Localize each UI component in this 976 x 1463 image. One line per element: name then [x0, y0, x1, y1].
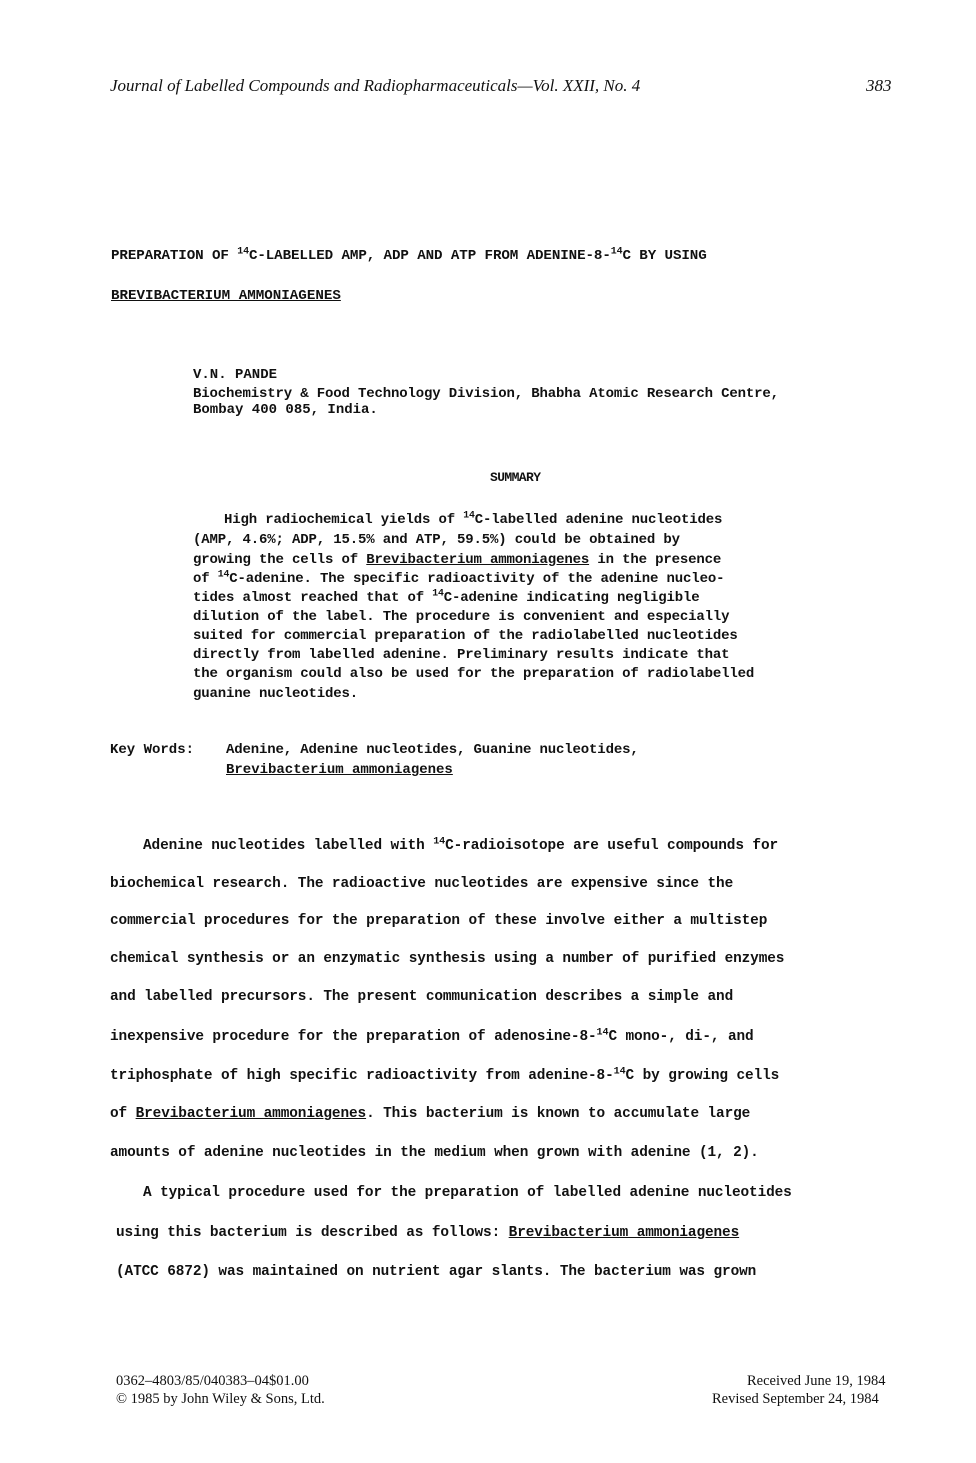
title-text: PREPARATION OF: [111, 248, 238, 264]
abstract-line: suited for commercial preparation of the radiolabelled nucleotides: [193, 628, 738, 644]
superscript: 14: [433, 836, 446, 848]
superscript: 14: [613, 1066, 626, 1078]
keywords-organism: Brevibacterium ammoniagenes: [226, 762, 453, 778]
body-line: A typical procedure used for the preparation of labelled adenine nucleotides: [143, 1185, 792, 1201]
body-line: [110, 1029, 754, 1045]
text: using this bacterium is described as follows:: [116, 1225, 509, 1241]
running-header: Journal of Labelled Compounds and Radiopharmaceuticals—Vol. XXII, No. 4: [110, 76, 641, 95]
body-line: (ATCC 6872) was maintained on nutrient agar slants. The bacterium was grown: [116, 1264, 757, 1280]
text: growing the cells of: [193, 552, 367, 568]
abstract-line: dilution of the label. The procedure is convenient and especially: [193, 609, 730, 625]
text: triphosphate of high specific radioactivity from adenine-8-: [110, 1068, 614, 1084]
text: High radiochemical yields of: [224, 512, 464, 528]
abstract-line: directly from labelled adenine. Preliminary results indicate that: [193, 647, 730, 663]
superscript: 14: [596, 1027, 609, 1039]
text: C-labelled adenine nucleotides: [474, 512, 723, 528]
summary-heading: SUMMARY: [490, 470, 541, 485]
body-line: chemical synthesis or an enzymatic synthesis using a number of purified enzymes: [110, 951, 785, 967]
footer-received-date: Received June 19, 1984: [747, 1373, 886, 1389]
footer-revised-date: Revised September 24, 1984: [712, 1391, 879, 1407]
page-number: 383: [866, 76, 892, 95]
superscript: 14: [463, 509, 475, 521]
text: in the presence: [589, 552, 722, 568]
superscript: 14: [610, 245, 623, 257]
species-name: Brevibacterium ammoniagenes: [135, 1106, 367, 1122]
author-affiliation: Biochemistry & Food Technology Division, Bhabha Atomic Research Centre,: [193, 386, 779, 402]
abstract-line: [193, 587, 700, 606]
text: C by growing cells: [625, 1068, 780, 1084]
body-line: [110, 1106, 750, 1122]
body-line: [110, 1068, 779, 1084]
body-line: and labelled precursors. The present communication describes a simple and: [110, 989, 734, 1005]
abstract-line: (AMP, 4.6%; ADP, 15.5% and ATP, 59.5%) could be obtained by: [193, 532, 680, 548]
species-name: Brevibacterium ammoniagenes: [366, 552, 590, 568]
body-line: [143, 838, 778, 854]
body-line: biochemical research. The radioactive nucleotides are expensive since the: [110, 876, 734, 892]
body-line: [116, 1225, 739, 1241]
abstract-line: [193, 568, 725, 587]
species-name: Brevibacterium ammoniagenes: [508, 1225, 740, 1241]
superscript: 14: [217, 568, 230, 580]
author-address: Bombay 400 085, India.: [193, 402, 378, 418]
keywords-label: Key Words:: [110, 742, 195, 758]
article-title-organism: BREVIBACTERIUM AMMONIAGENES: [111, 288, 341, 304]
text: tides almost reached that of: [193, 590, 433, 606]
abstract-line: the organism could also be used for the preparation of radiolabelled: [193, 666, 755, 682]
title-text: C BY USING: [622, 248, 707, 264]
superscript: 14: [432, 587, 444, 599]
text: C-adenine indicating negligible: [443, 590, 700, 606]
author-name: V.N. PANDE: [193, 367, 278, 383]
text: . This bacterium is known to accumulate large: [366, 1106, 751, 1122]
footer-copyright: © 1985 by John Wiley & Sons, Ltd.: [116, 1391, 325, 1407]
body-line: amounts of adenine nucleotides in the medium when grown with adenine (1, 2).: [110, 1145, 759, 1161]
abstract-line: [224, 509, 723, 528]
body-line: commercial procedures for the preparation of these involve either a multistep: [110, 913, 768, 929]
article-title: [111, 245, 707, 264]
footer-code: 0362–4803/85/040383–04$01.00: [116, 1373, 309, 1389]
title-text: C-LABELLED AMP, ADP AND ATP FROM ADENINE-8-: [248, 248, 611, 264]
text: C-adenine. The specific radioactivity of the adenine nucleo-: [229, 571, 725, 587]
text: C mono-, di-, and: [608, 1029, 754, 1045]
text: inexpensive procedure for the preparation of adenosine-8-: [110, 1029, 597, 1045]
text: C-radioisotope are useful compounds for: [445, 838, 779, 854]
abstract-line: [193, 552, 721, 568]
abstract-line: guanine nucleotides.: [193, 686, 359, 702]
keywords-list: Adenine, Adenine nucleotides, Guanine nucleotides,: [226, 742, 639, 758]
superscript: 14: [237, 245, 249, 257]
text: Adenine nucleotides labelled with: [143, 838, 434, 854]
text: of: [193, 571, 218, 587]
text: of: [110, 1106, 136, 1122]
